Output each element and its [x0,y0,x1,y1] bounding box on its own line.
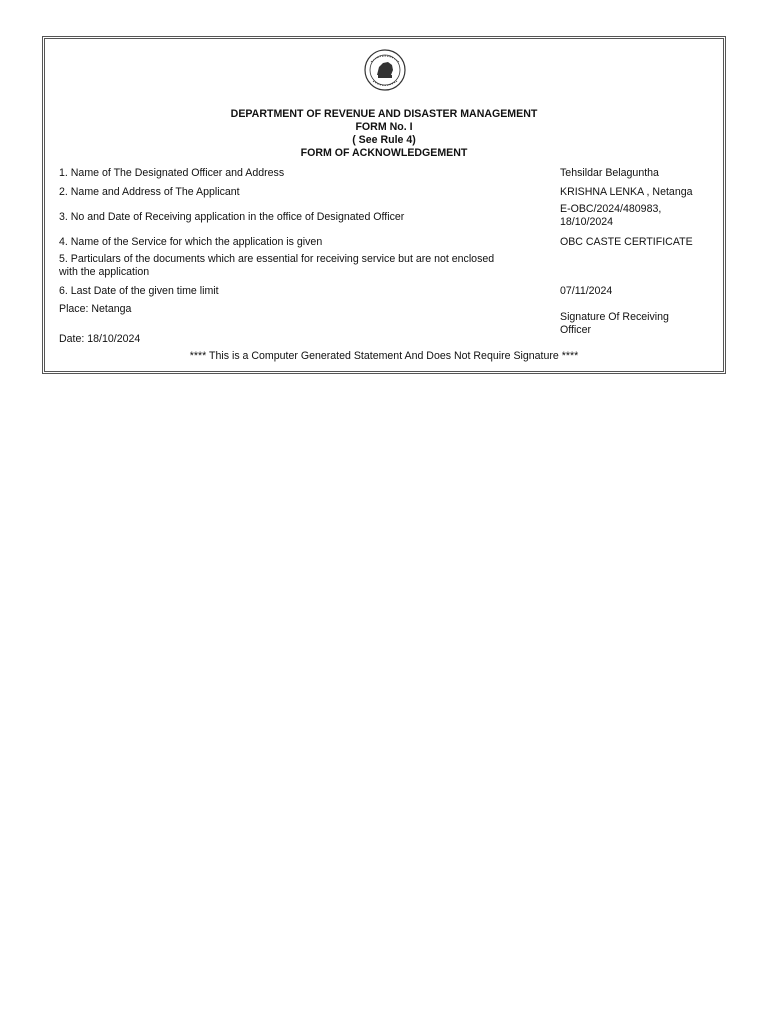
form-number: FORM No. I [355,121,413,133]
row-1-value: Tehsildar Belaguntha [560,167,659,179]
signature-line2: Officer [560,324,592,336]
computer-generated-note: **** This is a Computer Generated Statement And Does Not Require Signature **** [189,350,579,362]
row-5-label-line2: with the application [59,266,150,278]
row-3-value-line1: E-OBC/2024/480983, [560,203,662,215]
row-3-label: 3. No and Date of Receiving application in the office of Designated Officer [59,211,405,223]
form-title: FORM OF ACKNOWLEDGEMENT [300,147,468,159]
rule-reference: ( See Rule 4) [352,134,416,146]
row-6-value: 07/11/2024 [560,285,613,297]
row-4-value: OBC CASTE CERTIFICATE [560,236,693,248]
row-5-label-line1: 5. Particulars of the documents which are essential for receiving service but are not enclosed [59,253,495,265]
row-2-label: 2. Name and Address of The Applicant [59,186,240,198]
row-6-label: 6. Last Date of the given time limit [59,285,219,297]
row-2-value: KRISHNA LENKA , Netanga [560,186,693,198]
row-3-value-line2: 18/10/2024 [560,216,614,228]
date-text: Date: 18/10/2024 [59,333,141,345]
state-emblem-icon [363,48,407,92]
acknowledgement-form [42,36,726,374]
row-1-label: 1. Name of The Designated Officer and Address [59,167,285,179]
place-text: Place: Netanga [59,303,132,315]
signature-line1: Signature Of Receiving [560,311,669,323]
row-4-label: 4. Name of the Service for which the application is given [59,236,323,248]
department-title: DEPARTMENT OF REVENUE AND DISASTER MANAGEMENT [230,108,538,120]
